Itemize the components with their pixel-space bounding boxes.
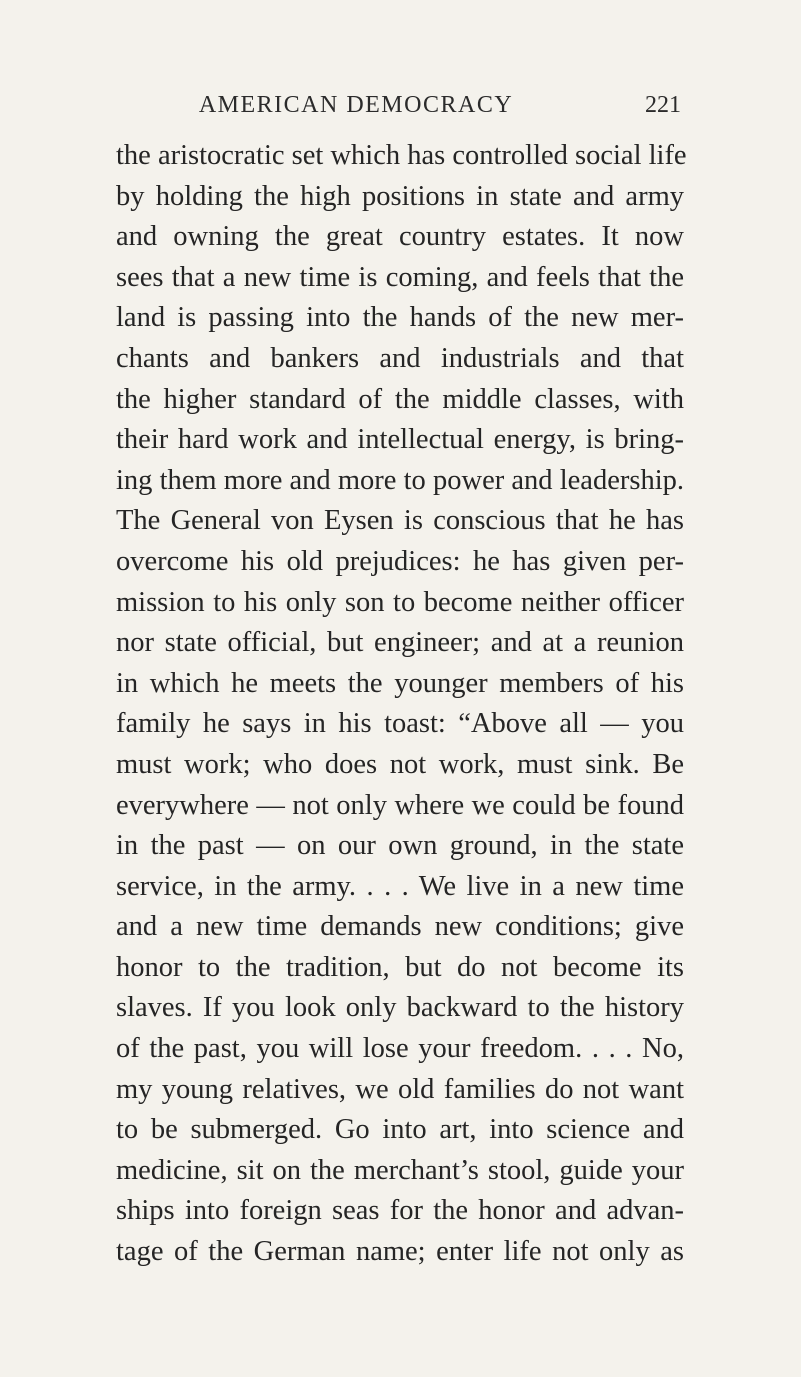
running-header [0,88,801,122]
text-line: the aristocratic set which has controlled social life [116,140,687,171]
text-line: ships into foreign seas for the honor and advan- [116,1195,684,1227]
text-line: must work; who does not work, must sink. Be [116,748,684,780]
text-line: honor to the tradition, but do not become its [116,951,684,983]
text-line: and owning the great country estates. It now [116,221,684,253]
text-line: ing them more and more to power and leadership. [116,464,684,496]
text-line: service, in the army. . . . We live in a new time [116,870,684,902]
text-line: slaves. If you look only backward to the history [116,992,684,1024]
text-line: land is passing into the hands of the new mer- [116,302,684,334]
text-line: by holding the high positions in state and army [116,180,684,212]
text-line: to be submerged. Go into art, into science and [116,1114,684,1146]
running-title: AMERICAN DEMOCRACY [198,92,514,118]
text-line: in which he meets the younger members of his [116,667,684,699]
text-line: everywhere — not only where we could be found [116,789,684,821]
text-line: The General von Eysen is conscious that he has [116,505,684,537]
text-line: mission to his only son to become neither officer [116,586,684,618]
page-number: 221 [645,92,681,118]
text-line: tage of the German name; enter life not only as [116,1236,684,1268]
text-line: in the past — on our own ground, in the state [116,830,684,862]
text-line: overcome his old prejudices: he has given per- [116,545,684,577]
body-text [116,136,687,1273]
text-line: medicine, sit on the merchant’s stool, guide your [116,1154,684,1186]
text-line: my young relatives, we old families do not want [116,1073,684,1105]
text-line: of the past, you will lose your freedom. . . . No, [116,1033,684,1065]
text-line: chants and bankers and industrials and that [116,342,684,374]
text-line: family he says in his toast: “Above all — you [116,708,684,740]
text-line: sees that a new time is coming, and feels that the [116,261,684,293]
text-line: their hard work and intellectual energy, is bring- [116,424,684,456]
text-line: nor state official, but engineer; and at a reunion [116,627,684,659]
text-line: the higher standard of the middle classes, with [116,383,684,415]
text-line: and a new time demands new conditions; give [116,911,684,943]
